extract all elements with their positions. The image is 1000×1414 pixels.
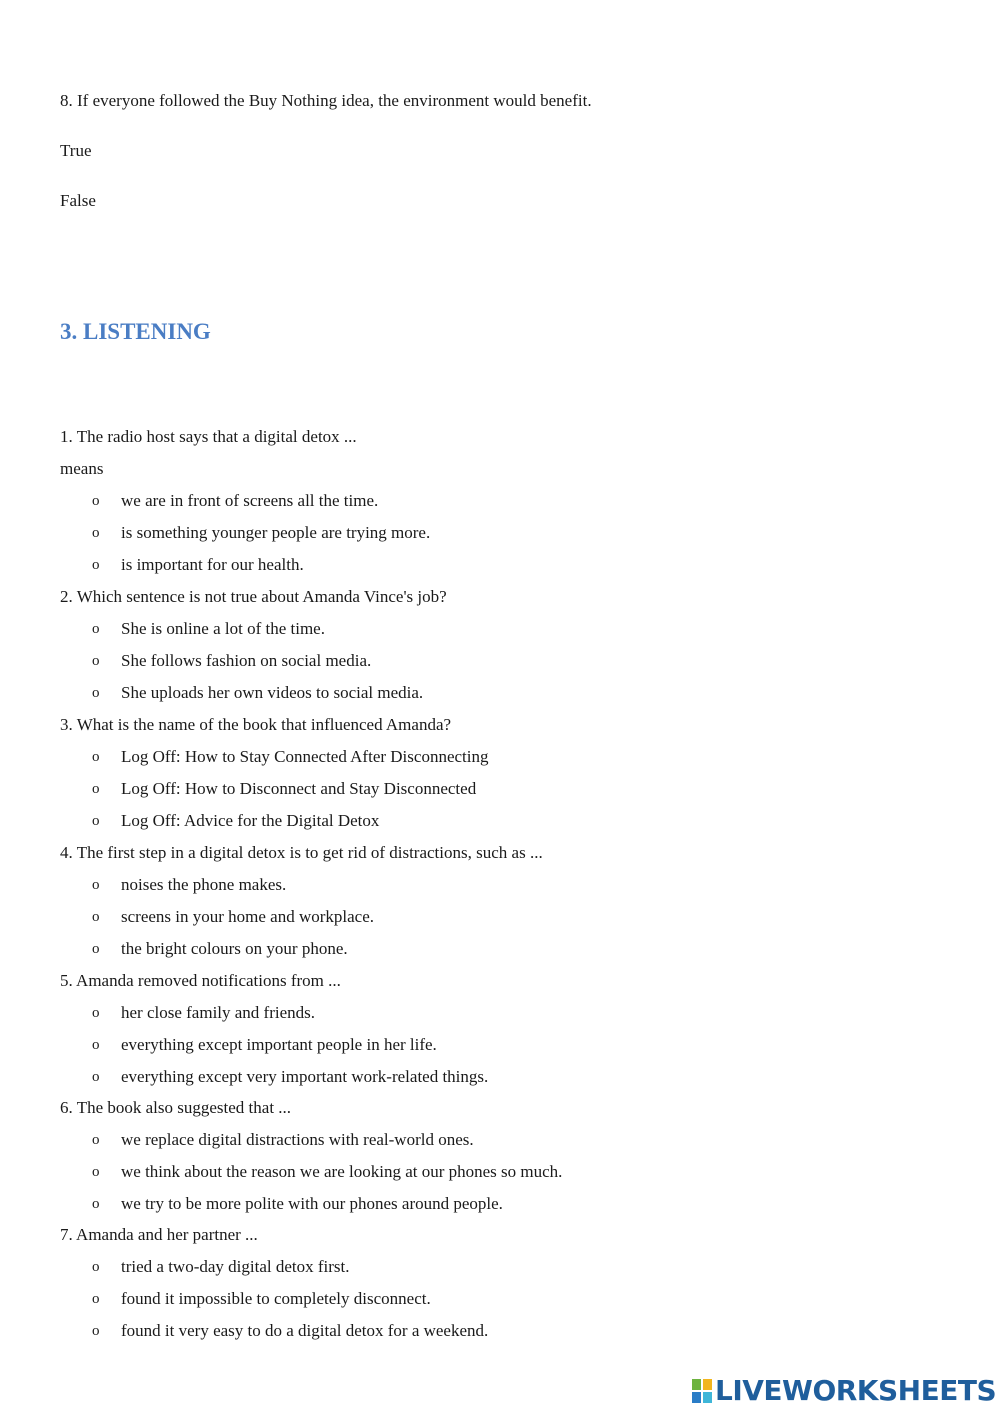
listening-question-3: 3. What is the name of the book that influenced Amanda? — [60, 715, 452, 734]
q2-option-1[interactable] — [92, 619, 972, 639]
radio-bullet-icon: o — [92, 1069, 100, 1085]
radio-bullet-icon: o — [92, 653, 100, 669]
q5-option-1[interactable] — [92, 1003, 972, 1023]
radio-bullet-icon: o — [92, 1132, 100, 1148]
q7-option-1[interactable] — [92, 1257, 972, 1277]
q7-option-1-label: tried a two-day digital detox first. — [121, 1257, 350, 1276]
q6-option-2[interactable] — [92, 1162, 972, 1182]
radio-bullet-icon: o — [92, 493, 100, 509]
q3-option-3-label: Log Off: Advice for the Digital Detox — [121, 811, 380, 830]
q3-option-2[interactable] — [92, 779, 972, 799]
q2-option-2[interactable] — [92, 651, 972, 671]
section-heading: 3. LISTENING — [60, 319, 211, 344]
q6-option-1-label: we replace digital distractions with real-world ones. — [121, 1130, 474, 1149]
option-true[interactable]: True — [60, 141, 92, 160]
q3-option-1[interactable] — [92, 747, 972, 767]
radio-bullet-icon: o — [92, 813, 100, 829]
q1-option-3-label: is important for our health. — [121, 555, 304, 574]
listening-question-5: 5. Amanda removed notifications from ... — [60, 971, 341, 990]
q5-option-3-label: everything except very important work-related things. — [121, 1067, 489, 1086]
radio-bullet-icon: o — [92, 621, 100, 637]
listening-question-6: 6. The book also suggested that ... — [60, 1098, 292, 1117]
q6-option-1[interactable] — [92, 1130, 972, 1150]
q5-option-1-label: her close family and friends. — [121, 1003, 316, 1022]
liveworksheets-logo-icon — [692, 1379, 712, 1403]
option-false[interactable]: False — [60, 191, 96, 210]
q1-option-1-label: we are in front of screens all the time. — [121, 491, 379, 510]
q2-option-1-label: She is online a lot of the time. — [121, 619, 325, 638]
radio-bullet-icon: o — [92, 685, 100, 701]
q2-option-2-label: She follows fashion on social media. — [121, 651, 372, 670]
listening-question-1-subtext: means — [60, 459, 104, 478]
radio-bullet-icon: o — [92, 1259, 100, 1275]
q1-option-2-label: is something younger people are trying more. — [121, 523, 431, 542]
logo-text: LIVEWORKSHEETS — [715, 1374, 997, 1407]
q4-option-2[interactable] — [92, 907, 972, 927]
liveworksheets-logo — [692, 1374, 997, 1407]
q6-option-3[interactable] — [92, 1194, 972, 1214]
radio-bullet-icon: o — [92, 1291, 100, 1307]
q7-option-2-label: found it impossible to completely disconnect. — [121, 1289, 431, 1308]
radio-bullet-icon: o — [92, 1037, 100, 1053]
question-8-text: 8. If everyone followed the Buy Nothing idea, the environment would benefit. — [60, 91, 592, 110]
q7-option-2[interactable] — [92, 1289, 972, 1309]
radio-bullet-icon: o — [92, 781, 100, 797]
q4-option-1-label: noises the phone makes. — [121, 875, 287, 894]
radio-bullet-icon: o — [92, 749, 100, 765]
q2-option-3-label: She uploads her own videos to social media. — [121, 683, 424, 702]
radio-bullet-icon: o — [92, 1196, 100, 1212]
radio-bullet-icon: o — [92, 1323, 100, 1339]
q1-option-3[interactable] — [92, 555, 972, 575]
radio-bullet-icon: o — [92, 525, 100, 541]
radio-bullet-icon: o — [92, 557, 100, 573]
q6-option-2-label: we think about the reason we are looking at our phones so much. — [121, 1162, 563, 1181]
q3-option-1-label: Log Off: How to Stay Connected After Disconnecting — [121, 747, 489, 766]
q4-option-3-label: the bright colours on your phone. — [121, 939, 348, 958]
q7-option-3[interactable] — [92, 1321, 972, 1341]
q1-option-2[interactable] — [92, 523, 972, 543]
q1-option-1[interactable] — [92, 491, 972, 511]
radio-bullet-icon: o — [92, 941, 100, 957]
listening-question-4: 4. The first step in a digital detox is to get rid of distractions, such as ... — [60, 843, 543, 862]
q4-option-1[interactable] — [92, 875, 972, 895]
q5-option-2[interactable] — [92, 1035, 972, 1055]
q5-option-3[interactable] — [92, 1067, 972, 1087]
q5-option-2-label: everything except important people in her life. — [121, 1035, 437, 1054]
listening-question-2: 2. Which sentence is not true about Amanda Vince's job? — [60, 587, 447, 606]
listening-question-1: 1. The radio host says that a digital detox ... — [60, 427, 357, 446]
radio-bullet-icon: o — [92, 1164, 100, 1180]
q4-option-2-label: screens in your home and workplace. — [121, 907, 375, 926]
q3-option-3[interactable] — [92, 811, 972, 831]
q4-option-3[interactable] — [92, 939, 972, 959]
q3-option-2-label: Log Off: How to Disconnect and Stay Disconnected — [121, 779, 477, 798]
listening-question-7: 7. Amanda and her partner ... — [60, 1225, 258, 1244]
q7-option-3-label: found it very easy to do a digital detox for a weekend. — [121, 1321, 489, 1340]
radio-bullet-icon: o — [92, 909, 100, 925]
radio-bullet-icon: o — [92, 877, 100, 893]
q2-option-3[interactable] — [92, 683, 972, 703]
q6-option-3-label: we try to be more polite with our phones around people. — [121, 1194, 503, 1213]
radio-bullet-icon: o — [92, 1005, 100, 1021]
